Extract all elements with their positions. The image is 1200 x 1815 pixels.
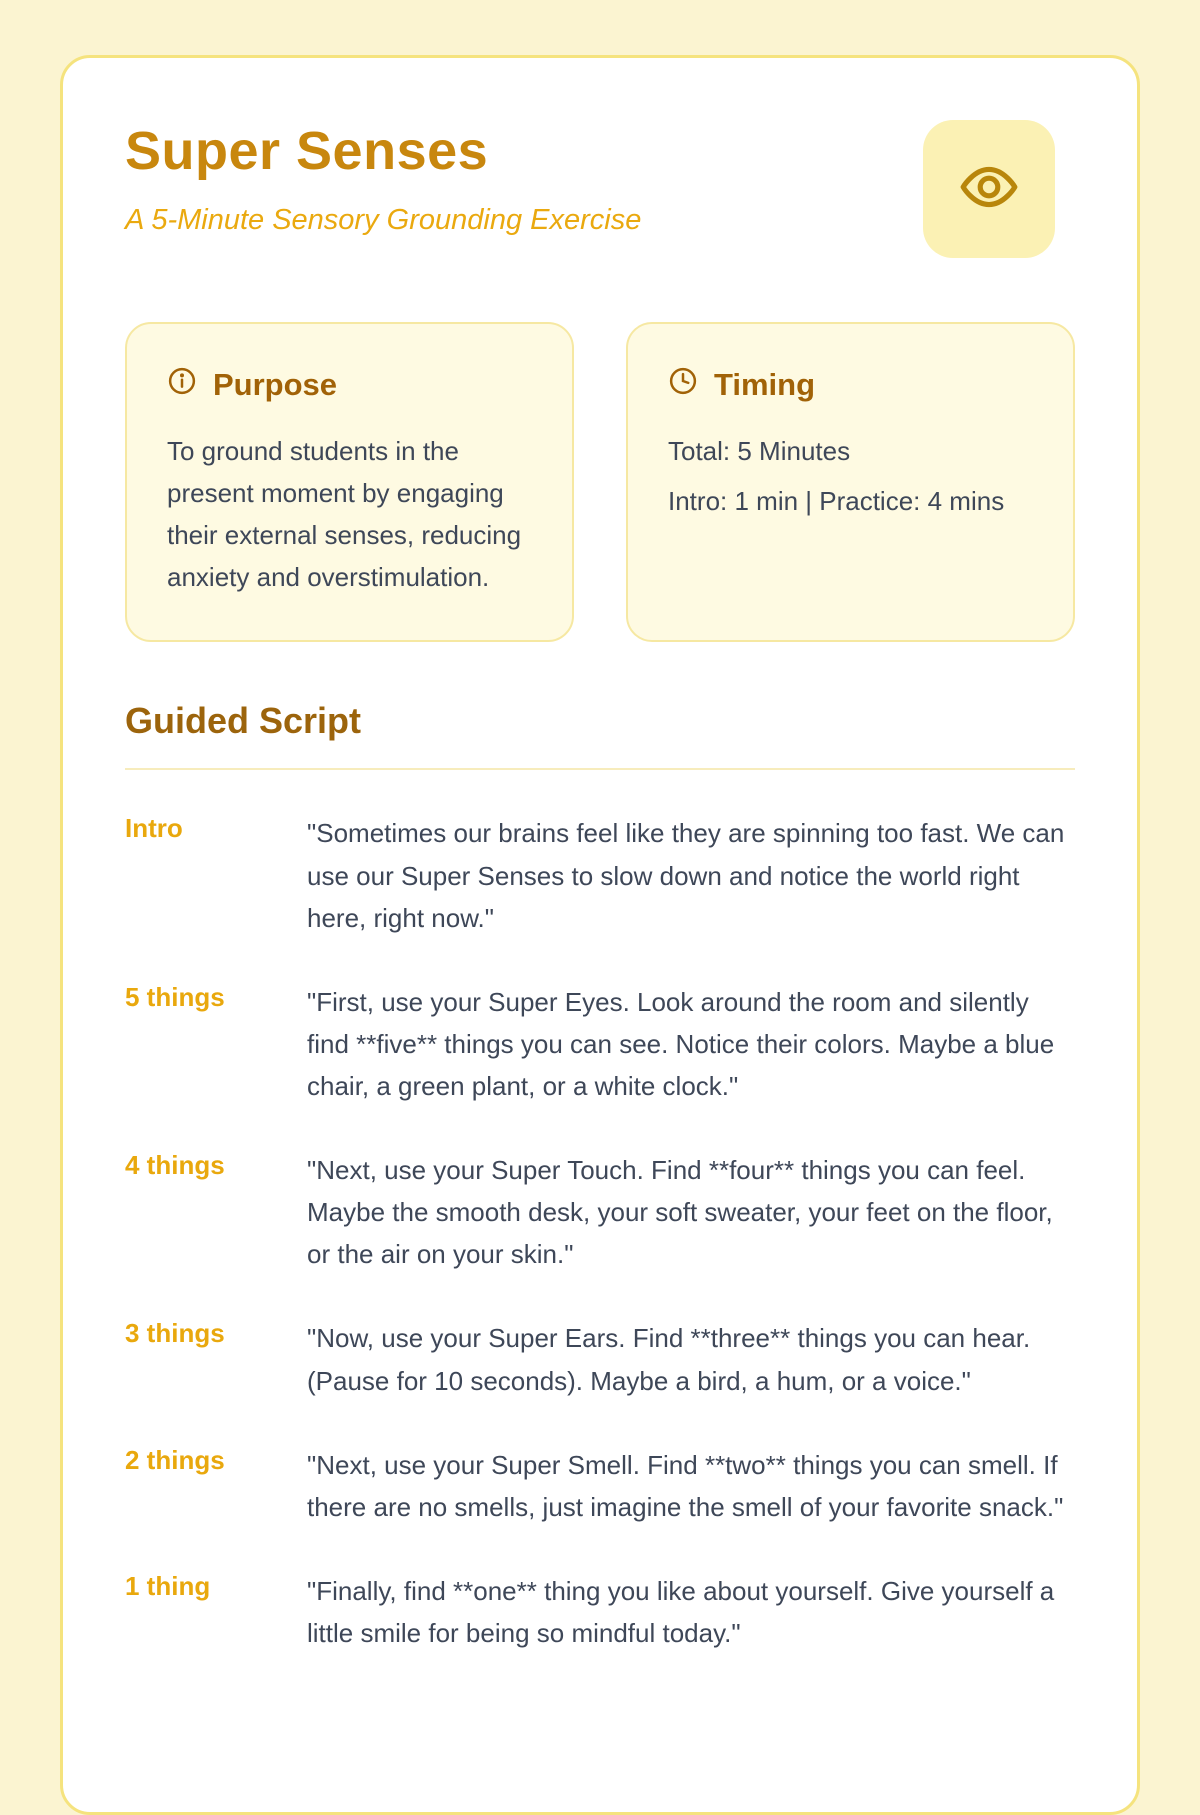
script-row-text: "Sometimes our brains feel like they are spinning too fast. We can use our Super Senses to slow down and notice the world right here, right now." (307, 818, 1065, 933)
purpose-card (125, 322, 574, 642)
script-row-3-things (125, 1317, 1075, 1401)
timing-body (668, 430, 1033, 522)
timing-heading-row (668, 366, 1033, 404)
timing-total: Total: 5 Minutes (668, 436, 851, 466)
script-row-1-thing (125, 1570, 1075, 1654)
page-subtitle: A 5-Minute Sensory Grounding Exercise (125, 204, 642, 236)
worksheet-card (60, 55, 1140, 1815)
script-row-label: 2 things (125, 1444, 225, 1475)
purpose-body: To ground students in the present moment by engaging their external senses, reducing anxiety and overstimulation. (167, 436, 522, 593)
info-icon (167, 366, 197, 404)
purpose-heading: Purpose (213, 367, 338, 402)
header (125, 120, 1075, 270)
script-row-text: "Next, use your Super Smell. Find **two** things you can smell. If there are no smells, just imagine the smell of your favorite snack." (307, 1449, 1064, 1522)
purpose-heading-row (167, 366, 532, 404)
eye-icon (958, 156, 1020, 223)
script-row-label: Intro (125, 813, 183, 844)
guided-script-rows (125, 812, 1075, 1654)
script-row-4-things (125, 1149, 1075, 1275)
page-title: Super Senses (125, 121, 489, 181)
script-row-intro (125, 812, 1075, 938)
eye-icon-badge (923, 120, 1055, 258)
script-row-text: "Now, use your Super Ears. Find **three** things you can hear. (Pause for 10 seconds). Maybe a bird, a hum, or a voice." (307, 1323, 1031, 1396)
script-row-text: "Finally, find **one** thing you like about yourself. Give yourself a little smile for being so mindful today." (307, 1575, 1055, 1648)
script-row-2-things (125, 1444, 1075, 1528)
info-cards (125, 322, 1075, 642)
timing-card (626, 322, 1075, 642)
script-row-label: 1 thing (125, 1570, 211, 1601)
script-row-text: "Next, use your Super Touch. Find **four** things you can feel. Maybe the smooth desk, your soft sweater, your feet on the floor, or the air on your skin." (307, 1155, 1053, 1270)
script-row-label: 4 things (125, 1150, 225, 1181)
script-row-5-things (125, 981, 1075, 1107)
guided-script-heading: Guided Script (125, 700, 362, 742)
clock-icon (668, 366, 698, 404)
script-row-label: 3 things (125, 1318, 225, 1349)
script-row-text: "First, use your Super Eyes. Look around the room and silently find **five** things you can see. Notice their colors. Maybe a blue chair, a green plant, or a white clock." (307, 986, 1055, 1101)
timing-heading: Timing (714, 367, 816, 402)
timing-breakdown: Intro: 1 min | Practice: 4 mins (668, 486, 1005, 517)
section-divider (125, 768, 1075, 770)
script-row-label: 5 things (125, 981, 225, 1012)
